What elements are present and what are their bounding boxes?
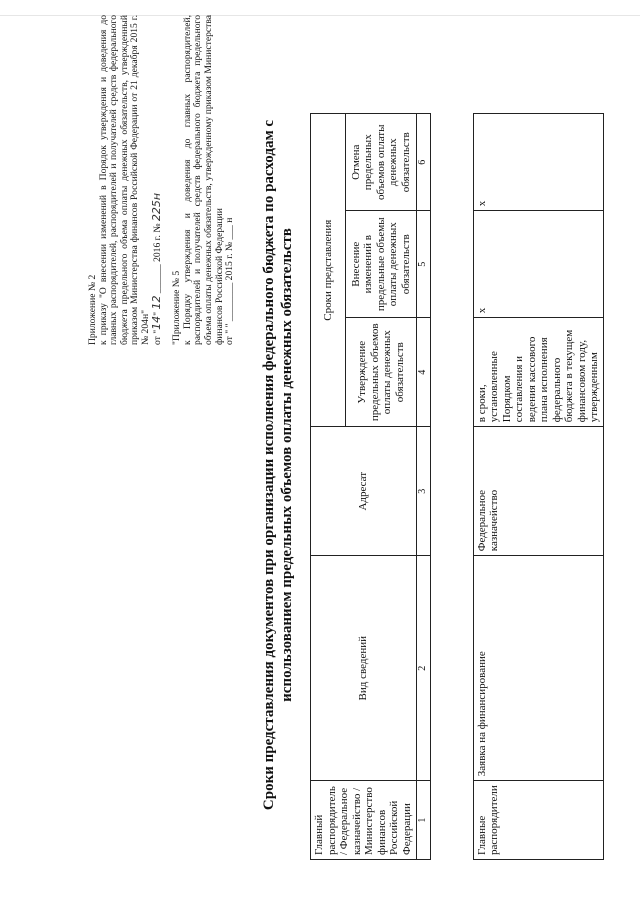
title-line-1: Сроки представления документов при организации исполнения федерального бюджета по расходам с (261, 119, 277, 811)
header-col3: Адресат (311, 427, 417, 556)
row1-col4: в сроки, установленные Порядком составления и ведения кассового плана исполнения федерального бюджета в текущем финансовом году, утвержденным (473, 318, 603, 427)
row1-col1: Главные распорядители (473, 781, 603, 860)
appendix-notes (88, 15, 236, 345)
header-col6: Отмена предельных объемов оплаты денежных обязательств (346, 114, 417, 211)
appendix-order-text: к приказу "О внесении изменений в Порядок утверждения и доведения до главных распорядителей, распорядителей и получателей средств федерального бюджета предельного объема оплаты денежных обязательств, утвержденный приказом Министерства финансов Российской Федерации от 21 декабря 2015 г. № 204н" (97, 15, 151, 345)
column-numbers-row (417, 114, 431, 860)
document-title (260, 65, 296, 865)
header-group: Сроки представления (311, 114, 346, 427)
row1-col6: х (473, 114, 603, 211)
col-number: 1 (417, 781, 431, 860)
appendix-order-date: от "14" 12 ______ 2016 г. № 225н (149, 192, 163, 345)
col-number: 5 (417, 211, 431, 318)
header-row-1 (311, 114, 346, 860)
col-number: 2 (417, 556, 431, 781)
appendix5-date: от " " ________ 2015 г. № ___ н (224, 217, 236, 345)
title-line-2: использованием предельных объемов оплаты денежных обязательств (279, 228, 295, 702)
appendix5-text: к Порядку утверждения и доведения до главных распорядителей, распорядителей и получателей средств федерального бюджета предельного объема оплаты денежных обязательств, утвержденному приказом Министерства финансов Российской Федерации (181, 15, 225, 345)
col-number: 6 (417, 114, 431, 211)
header-col2: Вид сведений (311, 556, 417, 781)
row1-col5: х (473, 211, 603, 318)
col-number: 3 (417, 427, 431, 556)
row1-col2: Заявка на финансирование (473, 556, 603, 781)
handwritten-day: 14 (149, 315, 163, 330)
appendix5-heading: "Приложение № 5 (171, 270, 183, 345)
table-row (473, 114, 603, 860)
handwritten-number: 225н (149, 192, 163, 222)
row1-col3: Федеральное казначейство (473, 427, 603, 556)
header-col5: Внесение изменений в предельные объемы оплаты денежных обязательств (346, 211, 417, 318)
col-number: 4 (417, 318, 431, 427)
deadlines-table (310, 113, 604, 860)
appendix-heading: Приложение № 2 (87, 274, 98, 345)
page-break-gap (430, 114, 473, 860)
header-col1: Главный распорядитель / Федеральное казначейство / Министерство финансов Российской Федерации (311, 781, 417, 860)
header-col4: Утверждение предельных объемов оплаты денежных обязательств (346, 318, 417, 427)
handwritten-month: 12 (149, 295, 163, 310)
